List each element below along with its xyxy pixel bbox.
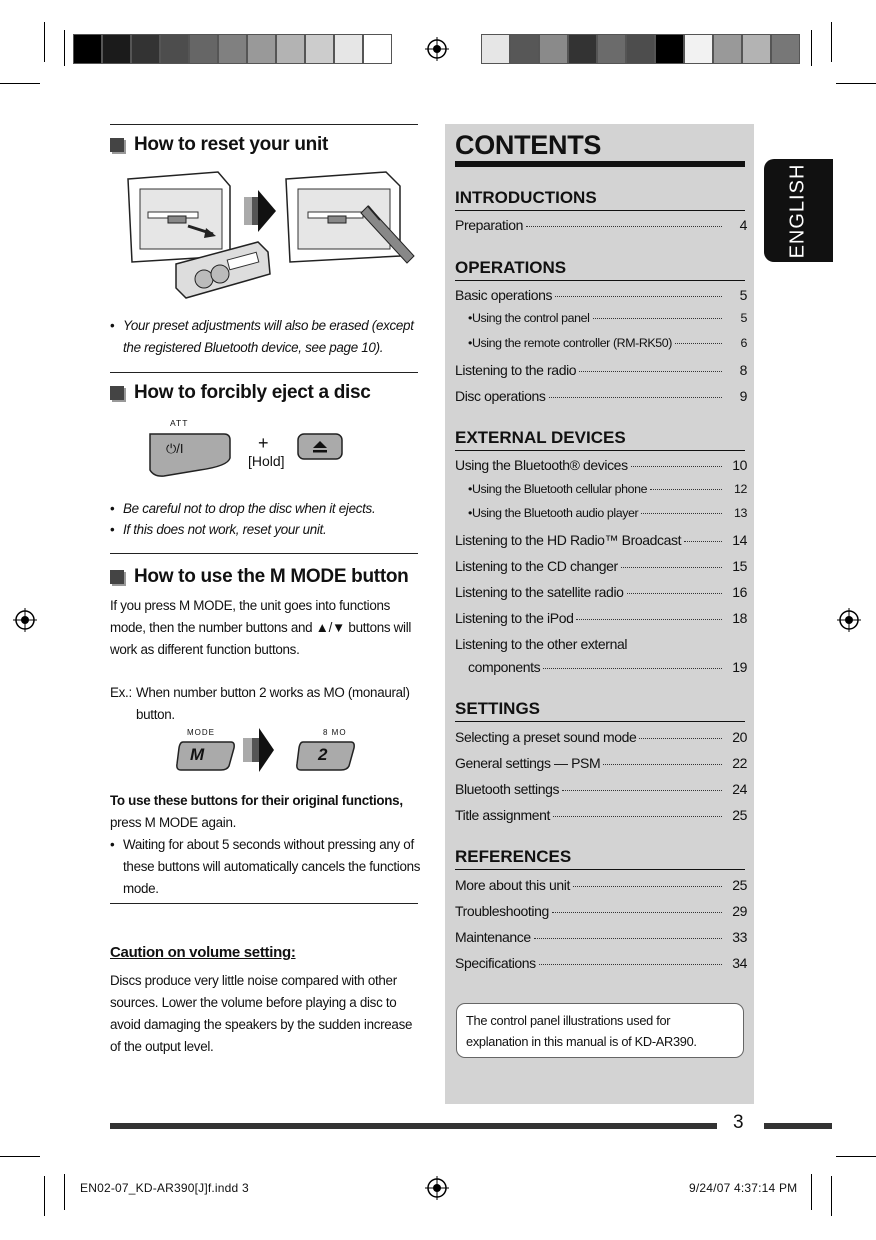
toc-entry[interactable]	[455, 584, 747, 600]
toc-leader-dots	[603, 764, 722, 765]
toc-entry[interactable]	[455, 955, 747, 971]
toc-entry-label: Using the Bluetooth® devices	[455, 457, 628, 473]
toc-page-number: 12	[734, 482, 747, 496]
toc-entry[interactable]	[455, 877, 747, 893]
toc-page-number: 15	[732, 558, 747, 574]
contents-section-heading: OPERATIONS	[455, 258, 567, 277]
color-swatch	[131, 34, 160, 64]
toc-leader-dots	[562, 790, 722, 791]
section-rule	[110, 903, 418, 904]
mode-button-icon	[175, 740, 237, 772]
color-swatch	[218, 34, 247, 64]
toc-entry[interactable]	[455, 659, 747, 675]
toc-leader-dots	[576, 619, 722, 620]
toc-entry[interactable]	[455, 755, 747, 771]
page-number: 3	[733, 1112, 744, 1133]
toc-entry-label: Using the Bluetooth cellular phone	[471, 482, 648, 496]
toc-entry-label: More about this unit	[455, 877, 570, 893]
color-swatch	[189, 34, 218, 64]
section-rule	[110, 372, 418, 373]
contents-title: CONTENTS	[455, 130, 602, 160]
toc-page-number: 14	[732, 532, 747, 548]
contents-section-heading: INTRODUCTIONS	[455, 188, 597, 207]
toc-leader-dots	[631, 466, 722, 467]
contents-section-heading: EXTERNAL DEVICES	[455, 428, 626, 447]
toc-entry-label: Listening to the radio	[455, 362, 577, 378]
toc-entry-label: Preparation	[455, 217, 523, 233]
color-swatch	[626, 34, 655, 64]
toc-entry-label: Listening to the CD changer	[455, 558, 618, 574]
contents-heading-rule	[455, 721, 745, 722]
toc-entry-label: Bluetooth settings	[455, 781, 560, 797]
color-swatch	[597, 34, 626, 64]
toc-page-number: 33	[732, 929, 747, 945]
footer-bar	[110, 1123, 717, 1129]
registration-mark-icon	[425, 37, 449, 61]
toc-entry[interactable]	[455, 636, 747, 652]
contents-note: The control panel illustrations used for explanation in this manual is of KD-AR390.	[456, 1003, 744, 1058]
color-swatch	[276, 34, 305, 64]
contents-heading-rule	[455, 869, 745, 870]
number-button-glyph: 2	[318, 745, 328, 764]
toc-leader-dots	[553, 816, 722, 817]
example-label: Ex.:	[110, 685, 132, 700]
color-swatch	[305, 34, 334, 64]
reset-note: • Your preset adjustments will also be erased (except the registered Bluetooth device, see page 10).	[110, 318, 414, 355]
toc-leader-dots	[641, 513, 722, 514]
right-arrow-icon	[243, 726, 275, 774]
date-slug: 9/24/07 4:37:14 PM	[689, 1181, 798, 1195]
color-swatch	[247, 34, 276, 64]
toc-page-number: 22	[732, 755, 747, 771]
toc-sub-bullet: •	[468, 336, 472, 350]
color-swatch	[334, 34, 363, 64]
toc-entry[interactable]	[455, 388, 747, 404]
toc-entry[interactable]	[455, 929, 747, 945]
toc-page-number: 4	[739, 217, 747, 233]
toc-sub-bullet: •	[468, 506, 472, 520]
toc-leader-dots	[621, 567, 722, 568]
contents-heading-rule	[455, 450, 745, 451]
toc-leader-dots	[555, 296, 722, 297]
eject-button-icon	[297, 433, 343, 460]
toc-entry-label: Title assignment	[455, 807, 551, 823]
toc-entry-label: Disc operations	[455, 388, 546, 404]
eject-section-title: How to forcibly eject a disc	[110, 382, 371, 404]
toc-page-number: 13	[734, 506, 747, 520]
color-swatch	[73, 34, 102, 64]
toc-entry-label: Listening to the iPod	[455, 610, 574, 626]
toc-entry[interactable]	[455, 482, 747, 496]
contents-heading-rule	[455, 210, 745, 211]
color-swatch	[742, 34, 771, 64]
toc-leader-dots	[593, 318, 723, 319]
att-label: ATT	[170, 418, 189, 428]
toc-page-number: 25	[732, 807, 747, 823]
color-swatch	[684, 34, 713, 64]
power-glyph-icon: ⏻/I	[166, 441, 184, 456]
mmode-paragraph: If you press M MODE, the unit goes into functions mode, then the number buttons and ▲/▼ buttons will work as different function buttons.	[110, 598, 412, 657]
color-swatch	[713, 34, 742, 64]
toc-entry[interactable]	[455, 311, 747, 325]
toc-entry[interactable]	[455, 336, 747, 350]
section-square-icon	[110, 138, 124, 152]
toc-leader-dots	[549, 397, 723, 398]
toc-entry[interactable]	[455, 506, 747, 520]
color-swatch	[363, 34, 392, 64]
eject-bullet: • Be careful not to drop the disc when it ejects.	[110, 501, 376, 516]
toc-leader-dots	[552, 912, 722, 913]
mmode-section-title: How to use the M MODE button	[110, 566, 408, 588]
registration-mark-icon	[425, 1176, 449, 1200]
reset-illustration	[118, 164, 418, 304]
color-bar-left	[73, 34, 392, 64]
toc-leader-dots	[639, 738, 722, 739]
toc-entry-label: Listening to the other external	[455, 636, 628, 652]
toc-page-number: 24	[732, 781, 747, 797]
toc-sub-bullet: •	[468, 311, 472, 325]
toc-page-number: 10	[732, 457, 747, 473]
toc-entry-label: Listening to the HD Radio™ Broadcast	[455, 532, 682, 548]
original-functions-text: press M MODE again.	[110, 815, 237, 830]
toc-entry[interactable]	[455, 287, 747, 303]
toc-leader-dots	[573, 886, 722, 887]
toc-leader-dots	[650, 489, 722, 490]
section-square-icon	[110, 570, 124, 584]
eject-bullet: • If this does not work, reset your unit.	[110, 522, 327, 537]
toc-page-number: 19	[732, 659, 747, 675]
toc-page-number: 5	[739, 287, 747, 303]
toc-entry[interactable]	[455, 610, 747, 626]
toc-entry[interactable]	[455, 729, 747, 745]
toc-page-number: 18	[732, 610, 747, 626]
color-swatch	[771, 34, 800, 64]
toc-entry-label: Troubleshooting	[455, 903, 549, 919]
toc-entry-label: Basic operations	[455, 287, 553, 303]
toc-leader-dots	[579, 371, 722, 372]
mode-button-glyph: M	[190, 745, 205, 764]
language-tab: ENGLISH	[764, 159, 833, 262]
toc-leader-dots	[539, 964, 722, 965]
contents-section-heading: SETTINGS	[455, 699, 541, 718]
toc-entry-label: Using the control panel	[471, 311, 590, 325]
toc-leader-dots	[627, 593, 722, 594]
toc-entry-label: General settings — PSM	[455, 755, 601, 771]
contents-section-heading: REFERENCES	[455, 847, 572, 866]
color-swatch	[655, 34, 684, 64]
toc-page-number: 16	[732, 584, 747, 600]
color-bar-right	[481, 34, 800, 64]
toc-leader-dots	[526, 226, 722, 227]
toc-leader-dots	[675, 343, 722, 344]
toc-entry-label: components	[468, 659, 541, 675]
footer-bar	[764, 1123, 832, 1129]
plus-sign: +	[258, 433, 269, 453]
toc-entry[interactable]	[455, 781, 747, 797]
color-swatch	[568, 34, 597, 64]
toc-entry[interactable]	[455, 457, 747, 473]
hold-label: [Hold]	[248, 453, 285, 469]
section-rule	[110, 124, 418, 125]
toc-leader-dots	[684, 541, 722, 542]
toc-entry-label: Maintenance	[455, 929, 531, 945]
color-swatch	[160, 34, 189, 64]
toc-leader-dots	[534, 938, 722, 939]
color-swatch	[510, 34, 539, 64]
section-rule	[110, 553, 418, 554]
toc-page-number: 25	[732, 877, 747, 893]
toc-entry[interactable]	[455, 217, 747, 233]
original-functions-heading: To use these buttons for their original functions,	[110, 793, 403, 808]
section-square-icon	[110, 386, 124, 400]
toc-entry[interactable]	[455, 532, 747, 548]
example-text: When number button 2 works as MO (monaural) button.	[136, 685, 410, 722]
color-swatch	[481, 34, 510, 64]
toc-entry[interactable]	[455, 558, 747, 574]
mode-label: MODE	[187, 728, 215, 737]
contents-title-bar	[455, 161, 745, 167]
registration-mark-icon	[13, 608, 37, 632]
color-swatch	[539, 34, 568, 64]
toc-entry-label: Selecting a preset sound mode	[455, 729, 637, 745]
toc-page-number: 34	[732, 955, 747, 971]
toc-page-number: 6	[740, 336, 747, 350]
reset-section-title: How to reset your unit	[110, 134, 328, 156]
power-att-button	[140, 430, 232, 480]
caution-title: Caution on volume setting:	[110, 944, 296, 961]
toc-entry-label: Specifications	[455, 955, 536, 971]
toc-entry-label: Listening to the satellite radio	[455, 584, 624, 600]
toc-entry[interactable]	[455, 362, 747, 378]
toc-page-number: 29	[732, 903, 747, 919]
caution-text: Discs produce very little noise compared with other sources. Lower the volume before playing a disc to avoid damaging the speakers by the sudden increase of the output level.	[110, 973, 413, 1054]
mo-label: 8 MO	[323, 728, 347, 737]
toc-leader-dots	[543, 668, 722, 669]
color-swatch	[102, 34, 131, 64]
wait-bullet: • Waiting for about 5 seconds without pressing any of these buttons will automatically cancels the functions mode.	[110, 837, 421, 896]
toc-sub-bullet: •	[468, 482, 472, 496]
registration-mark-icon	[837, 608, 861, 632]
toc-entry[interactable]	[455, 807, 747, 823]
toc-entry[interactable]	[455, 903, 747, 919]
toc-page-number: 8	[739, 362, 747, 378]
toc-entry-label: Using the Bluetooth audio player	[471, 506, 639, 520]
contents-heading-rule	[455, 280, 745, 281]
toc-page-number: 5	[740, 311, 747, 325]
toc-entry-label: Using the remote controller (RM-RK50)	[471, 336, 672, 350]
file-slug: EN02-07_KD-AR390[J]f.indd 3	[80, 1181, 249, 1195]
toc-page-number: 20	[732, 729, 747, 745]
toc-page-number: 9	[739, 388, 747, 404]
